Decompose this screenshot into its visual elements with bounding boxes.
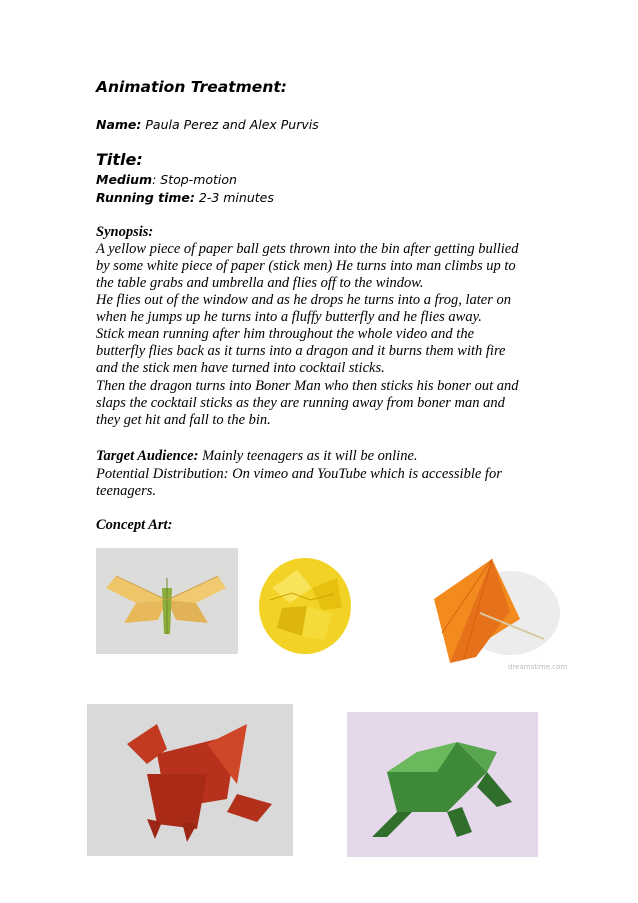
target-audience-label: Target Audience: <box>96 448 199 464</box>
name-value: Paula Perez and Alex Purvis <box>141 117 319 132</box>
title-label: Title: <box>96 150 143 169</box>
dragon-origami-image <box>87 704 293 856</box>
synopsis-line: and the stick men have turned into cocktail sticks. <box>96 360 385 376</box>
synopsis-line: when he jumps up he turns into a fluffy butterfly and he flies away. <box>96 309 482 325</box>
name-line <box>96 117 319 132</box>
synopsis-line: Stick mean running after him throughout the whole video and the <box>96 326 475 342</box>
distribution-line: teenagers. <box>96 483 156 499</box>
synopsis-line: He flies out of the window and as he drops he turns into a frog, later on <box>96 292 511 308</box>
synopsis-line: by some white piece of paper (stick men) He turns into man climbs up to <box>96 258 516 274</box>
synopsis-line: they get hit and fall to the bin. <box>96 412 271 428</box>
heading-animation-treatment: Animation Treatment: <box>96 78 287 96</box>
synopsis-line: Then the dragon turns into Boner Man who then sticks his boner out and <box>96 378 519 394</box>
synopsis-line: the table grabs and umbrella and flies off to the window. <box>96 275 424 291</box>
name-label: Name: <box>96 117 142 132</box>
concept-art-heading: Concept Art: <box>96 517 173 533</box>
synopsis-line: slaps the cocktail sticks as they are running away from boner man and <box>96 395 505 411</box>
target-audience-value: Mainly teenagers as it will be online. <box>198 448 418 464</box>
distribution-line: Potential Distribution: On vimeo and YouTube which is accessible for <box>96 466 502 482</box>
paper-ball-image <box>252 548 358 660</box>
watermark: dreamstime.com <box>508 663 568 671</box>
target-audience-line <box>96 448 418 465</box>
medium-value: : Stop-motion <box>152 172 237 187</box>
synopsis-heading: Synopsis: <box>96 224 154 240</box>
running-time-value: 2-3 minutes <box>194 190 274 205</box>
running-time-label: Running time: <box>96 190 195 205</box>
synopsis-line: butterfly flies back as it turns into a dragon and it burns them with fire <box>96 343 506 359</box>
medium-label: Medium <box>96 172 153 187</box>
frog-origami-image <box>347 712 538 857</box>
cocktail-umbrella-image <box>420 553 578 673</box>
synopsis-line: A yellow piece of paper ball gets thrown into the bin after getting bullied <box>96 241 519 257</box>
butterfly-origami-image <box>96 548 238 654</box>
medium-line <box>96 172 237 187</box>
running-time-line <box>96 190 274 205</box>
